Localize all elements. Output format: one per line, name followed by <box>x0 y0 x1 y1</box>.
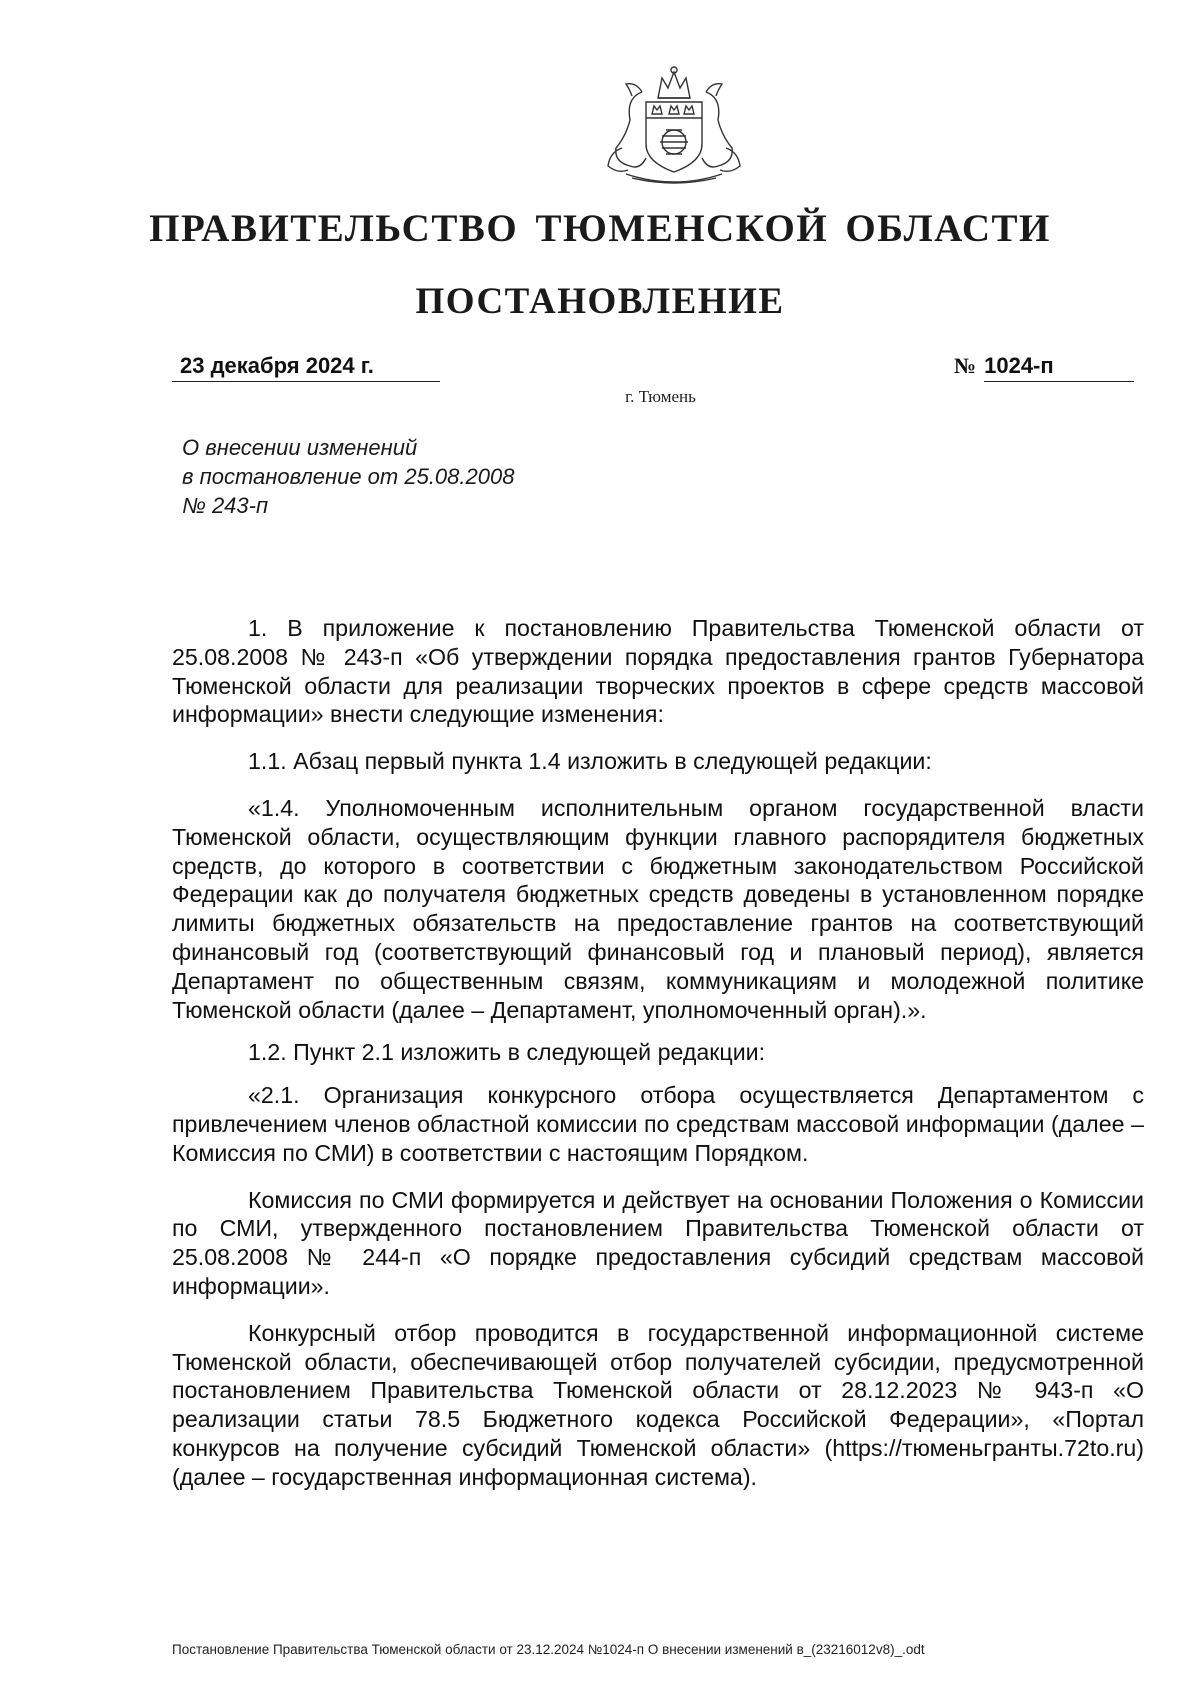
number-sign: № <box>954 353 977 378</box>
document-date: 23 декабря 2024 г. <box>172 353 440 382</box>
coat-of-arms-icon <box>596 62 752 190</box>
subject-line: № 243-п <box>182 493 269 518</box>
document-footer: Постановление Правительства Тюменской области от 23.12.2024 №1024-п О внесении изменений в_(23216012v8)_.odt <box>172 1642 925 1657</box>
subject-line: О внесении изменений <box>182 435 418 460</box>
document-number-block <box>954 353 1134 382</box>
body-paragraph: Комиссия по СМИ формируется и действует на основании Положения о Комиссии по СМИ, утвержденного постановлением Правительства Тюменской области от 25.08.2008 № 244-п «О порядке предоставления субсидий средствам массовой информации». <box>172 1186 1144 1299</box>
document-body <box>172 614 1144 1500</box>
body-paragraph: «2.1. Организация конкурсного отбора осуществляется Департаментом с привлечением членов областной комиссии по средствам массовой информации (далее – Комиссия по СМИ) в соответствии с настоящим Порядком. <box>172 1082 1144 1166</box>
body-paragraph: 1. В приложение к постановлению Правительства Тюменской области от 25.08.2008 № 243-п «Об утверждении порядка предоставления грантов Губернатора Тюменской области для реализации творческих проектов в сфере средств массовой информации» внести следующие изменения: <box>172 615 1144 728</box>
subject-line: в постановление от 25.08.2008 <box>182 464 515 489</box>
body-paragraph: 1.2. Пункт 2.1 изложить в следующей редакции: <box>248 1039 766 1066</box>
document-type: ПОСТАНОВЛЕНИЕ <box>415 281 785 322</box>
document-subject <box>182 433 514 520</box>
document-number: 1024-п <box>984 353 1134 382</box>
body-paragraph: Конкурсный отбор проводится в государственной информационной системе Тюменской области, обеспечивающей отбор получателей субсидии, предусмотренной постановлением Правительства Тюменской области от 28.12.2023 № 943-п «О реализации статьи 78.5 Бюджетного кодекса Российской Федерации», «Портал конкурсов на получение субсидий Тюменской области» (https://тюменьгранты.72to.ru) (далее – государственная информационная система). <box>172 1319 1144 1490</box>
government-title: ПРАВИТЕЛЬСТВО ТЮМЕНСКОЙ ОБЛАСТИ <box>149 207 1051 250</box>
body-paragraph: 1.1. Абзац первый пункта 1.4 изложить в следующей редакции: <box>248 748 932 775</box>
body-paragraph: «1.4. Уполномоченным исполнительным органом государственной власти Тюменской области, осуществляющим функции главного распорядителя бюджетных средств, до которого в соответствии с бюджетным законодательством Российской Федерации как до получателя бюджетных средств доведены в установленном порядке лимиты бюджетных обязательств на предоставление грантов на соответствующий финансовый год (соответствующий финансовый год и плановый период), является Департамент по общественным связям, коммуникациям и молодежной политике Тюменской области (далее – Департамент, уполномоченный орган).». <box>172 794 1144 1023</box>
document-city: г. Тюмень <box>625 387 696 406</box>
